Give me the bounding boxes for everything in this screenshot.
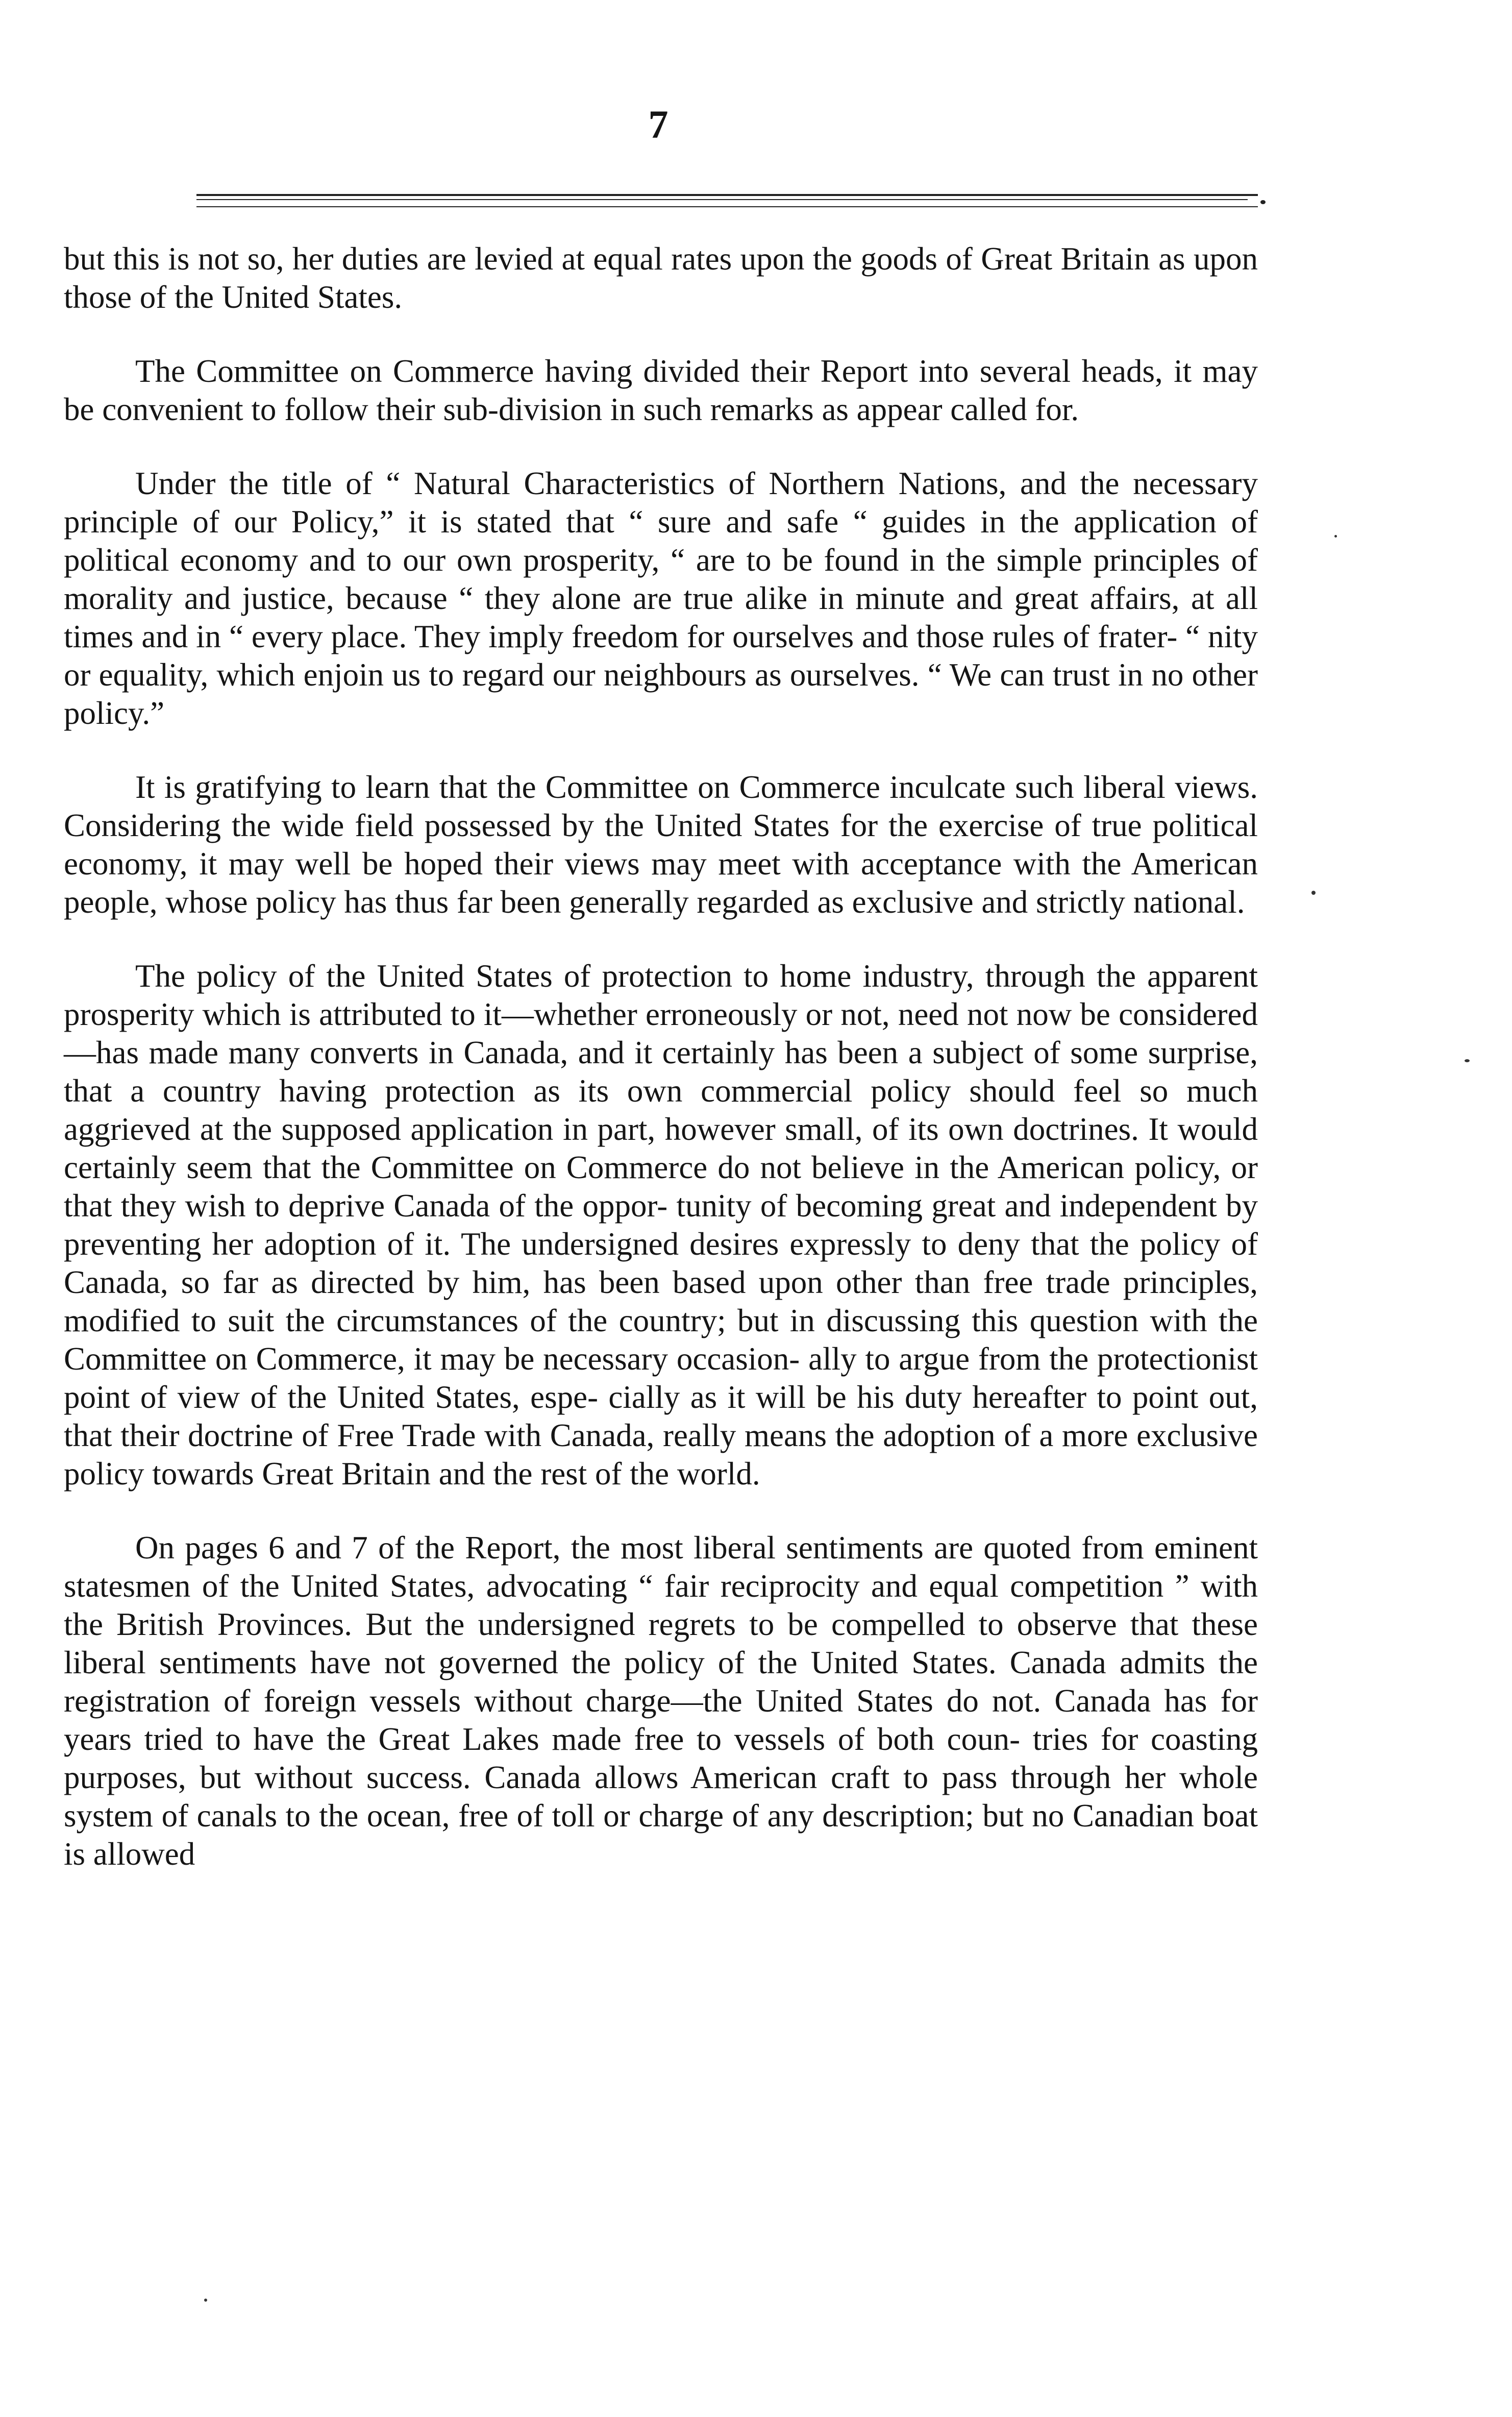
print-speck (1311, 891, 1316, 895)
print-speck (1334, 535, 1337, 538)
print-speck (1465, 1059, 1470, 1062)
header-rule (196, 194, 1258, 207)
paragraph-protection-policy: The policy of the United States of protection to home industry, through the apparent prosperity which is attributed to it—whether erroneously or not, need not now be considered—has made many converts in Canada, and it certainly has been a subject of some surprise, that a country having protection as its own commercial policy should feel so much aggrieved at the supposed application in part, however small, of its own doctrines. It would certainly seem that the Committee on Commerce do not believe in the American policy, or that they wish to deprive Canada of the oppor- tunity of becoming great and independent by preventing her adoption of it. The undersigned desires expressly to deny that the policy of Canada, so far as directed by him, has been based upon other than free trade principles, modified to suit the circumstances of the country; but in discussing this question with the Committee on Commerce, it may be necessary occasion- ally to argue from the protectionist point of view of the United States, espe- cially as it will be his duty hereafter to point out, that their doctrine of Free Trade with Canada, really means the adoption of a more exclusive policy towards Great Britain and the rest of the world. (64, 958, 1258, 1492)
paragraph-committee-heads: The Committee on Commerce having divided their Report into several heads, it may be convenient to follow their sub-division in such remarks as appear called for. (64, 353, 1258, 427)
page-number: 7 (648, 102, 668, 147)
paragraph-natural-characteristics: Under the title of “ Natural Characteristics of Northern Nations, and the necessary principle of our Policy,” it is stated that “ sure and safe “ guides in the application of political economy and to our own prosperity, “ are to be found in the simple principles of morality and justice, because “ they alone are true alike in minute and great affairs, at all times and in “ every place. They imply freedom for ourselves and those rules of frater- “ nity or equality, which enjoin us to regard our neighbours as ourselves. “ We can trust in no other policy.” (64, 466, 1258, 731)
paragraph-continued: but this is not so, her duties are levied at equal rates upon the goods of Great Britain as upon those of the United States. (64, 241, 1258, 315)
print-speck (204, 2299, 207, 2302)
paragraph-reciprocity: On pages 6 and 7 of the Report, the most liberal sentiments are quoted from eminent statesmen of the United States, advocating “ fair reciprocity and equal competition ” with the British Provinces. But the undersigned regrets to be compelled to observe that these liberal sentiments have not governed the policy of the United States. Canada admits the registration of foreign vessels without charge—the United States do not. Canada has for years tried to have the Great Lakes made free to vessels of both coun- tries for coasting purposes, but without success. Canada allows American craft to pass through her whole system of canals to the ocean, free of toll or charge of any description; but no Canadian boat is allowed (64, 1530, 1258, 1872)
body-text (64, 240, 1258, 1909)
rule-end-dot (1260, 200, 1266, 204)
paragraph-liberal-views: It is gratifying to learn that the Committee on Commerce inculcate such liberal views. Considering the wide field possessed by the United States for the exercise of true political economy, it may well be hoped their views may meet with acceptance with the American people, whose policy has thus far been generally regarded as exclusive and strictly national. (64, 769, 1258, 920)
